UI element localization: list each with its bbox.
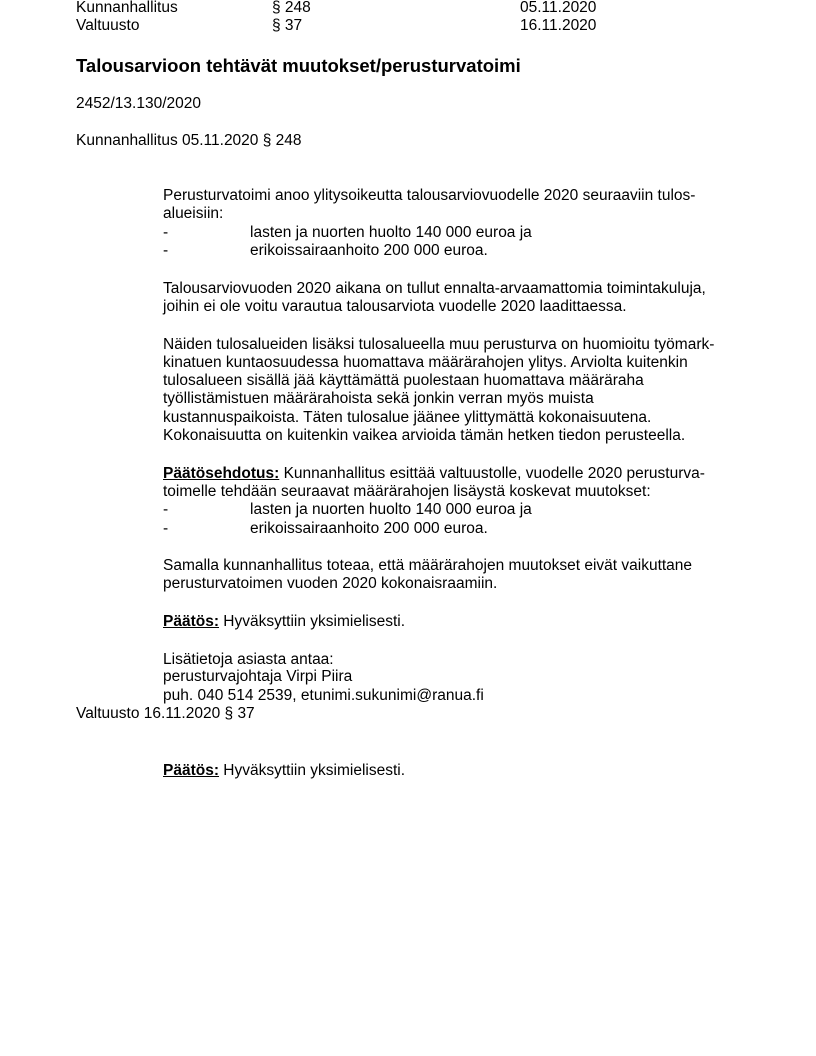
- paragraph-line: työllistämistuen määrärahoista sekä jonkin verran myös muista: [163, 390, 594, 407]
- paragraph-line: Talousarviovuoden 2020 aikana on tullut ennalta-arvaamattomia toimintakuluja,: [163, 280, 706, 297]
- list-item: erikoissairaanhoito 200 000 euroa.: [250, 520, 488, 537]
- proposal-label: Päätösehdotus:: [163, 465, 280, 482]
- paragraph-line: kinatuen kuntaosuudessa huomattava määrärahojen ylitys. Arviolta kuitenkin: [163, 354, 688, 371]
- decision-text: Hyväksyttiin yksimielisesti.: [219, 613, 406, 630]
- paragraph-line: alueisiin:: [163, 205, 224, 222]
- paragraph-line: Samalla kunnanhallitus toteaa, että määrärahojen muutokset eivät vaikuttane: [163, 557, 693, 574]
- paragraph-line: tulosalueen sisällä jää käyttämättä puolestaan huomattava määräraha: [163, 372, 644, 389]
- paragraph-line: perusturvatoimen vuoden 2020 kokonaisraamiin.: [163, 575, 498, 592]
- contact-line: puh. 040 514 2539, etunimi.sukunimi@ranua.fi: [163, 687, 484, 704]
- contact-line: perusturvajohtaja Virpi Piira: [163, 668, 353, 685]
- header-body: Valtuusto: [76, 17, 140, 34]
- list-dash: -: [163, 501, 169, 518]
- paragraph-line: toimelle tehdään seuraavat määrärahojen lisäystä koskevat muutokset:: [163, 483, 651, 500]
- meeting-heading: Kunnanhallitus 05.11.2020 § 248: [76, 132, 302, 149]
- contact-line: Lisätietoja asiasta antaa:: [163, 651, 334, 668]
- header-date: 05.11.2020: [520, 0, 597, 16]
- proposal-line: [163, 465, 705, 483]
- meeting-heading: Valtuusto 16.11.2020 § 37: [76, 705, 255, 722]
- decision-line: [163, 613, 405, 631]
- list-item: lasten ja nuorten huolto 140 000 euroa ja: [250, 501, 532, 518]
- header-date: 16.11.2020: [520, 17, 597, 34]
- record-number: 2452/13.130/2020: [76, 95, 201, 112]
- header-body: Kunnanhallitus: [76, 0, 178, 16]
- paragraph-line: Kokonaisuutta on kuitenkin vaikea arvioida tämän hetken tiedon perusteella.: [163, 427, 686, 444]
- decision-label: Päätös:: [163, 613, 219, 630]
- list-dash: -: [163, 224, 169, 241]
- list-item: erikoissairaanhoito 200 000 euroa.: [250, 242, 488, 259]
- header-section: § 37: [272, 17, 303, 34]
- decision-label: Päätös:: [163, 762, 219, 779]
- list-dash: -: [163, 242, 169, 259]
- header-section: § 248: [272, 0, 311, 16]
- decision-line: [163, 762, 405, 780]
- list-item: lasten ja nuorten huolto 140 000 euroa ja: [250, 224, 532, 241]
- decision-text: Hyväksyttiin yksimielisesti.: [219, 762, 406, 779]
- proposal-text: Kunnanhallitus esittää valtuustolle, vuodelle 2020 perusturva-: [279, 465, 705, 482]
- paragraph-line: Näiden tulosalueiden lisäksi tulosalueella muu perusturva on huomioitu työmark-: [163, 336, 715, 353]
- paragraph-line: joihin ei ole voitu varautua talousarviota vuodelle 2020 laadittaessa.: [163, 298, 627, 315]
- paragraph-line: kustannuspaikoista. Täten tulosalue jäänee ylittymättä kokonaisuutena.: [163, 409, 652, 426]
- paragraph-line: Perusturvatoimi anoo ylitysoikeutta talousarviovuodelle 2020 seuraaviin tulos-: [163, 187, 696, 204]
- list-dash: -: [163, 520, 169, 537]
- document-title: Talousarvioon tehtävät muutokset/perusturvatoimi: [76, 55, 521, 76]
